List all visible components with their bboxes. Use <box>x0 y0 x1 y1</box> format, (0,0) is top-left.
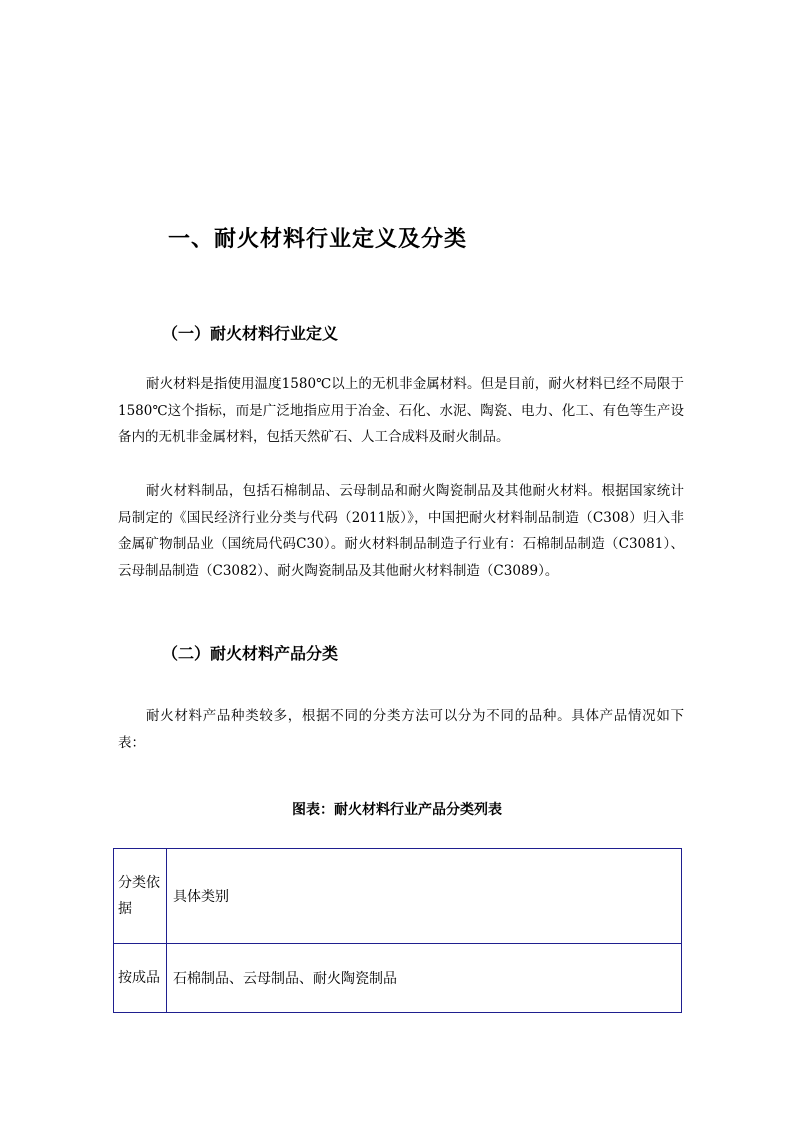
table-cell: 按成品 <box>114 944 167 1013</box>
table-caption: 图表：耐火材料行业产品分类列表 <box>292 802 502 818</box>
table-cell: 分类依据 <box>114 849 167 944</box>
table-row <box>114 849 682 944</box>
subsection-title-definition: （一）耐火材料行业定义 <box>162 324 339 343</box>
paragraph-classification: 耐火材料产品种类较多，根据不同的分类方法可以分为不同的品种。具体产品情况如下表： <box>118 708 684 751</box>
classification-table <box>113 848 682 1013</box>
subsection-title-classification: （二）耐火材料产品分类 <box>162 644 339 663</box>
table-row <box>114 944 682 1013</box>
section-title: 一、耐火材料行业定义及分类 <box>168 226 468 252</box>
paragraph-products: 耐火材料制品，包括石棉制品、云母制品和耐火陶瓷制品及其他耐火材料。根据国家统计局制定的《国民经济行业分类与代码（2011版）》，中国把耐火材料制品制造（C308）归入非金属矿物制品业（国统局代码C30）。耐火材料制品制造子行业有：石棉制品制造（C3081）、云母制品制造（C3082）、耐火陶瓷制品及其他耐火材料制造（C3089）。 <box>118 483 684 579</box>
table-cell: 石棉制品、云母制品、耐火陶瓷制品 <box>167 944 682 1013</box>
table-cell: 具体类别 <box>167 849 682 944</box>
paragraph-definition: 耐火材料是指使用温度1580℃以上的无机非金属材料。但是目前，耐火材料已经不局限于1580℃这个指标，而是广泛地指应用于冶金、石化、水泥、陶瓷、电力、化工、有色等生产设备内的无机非金属材料，包括天然矿石、人工合成料及耐火制品。 <box>118 376 684 445</box>
